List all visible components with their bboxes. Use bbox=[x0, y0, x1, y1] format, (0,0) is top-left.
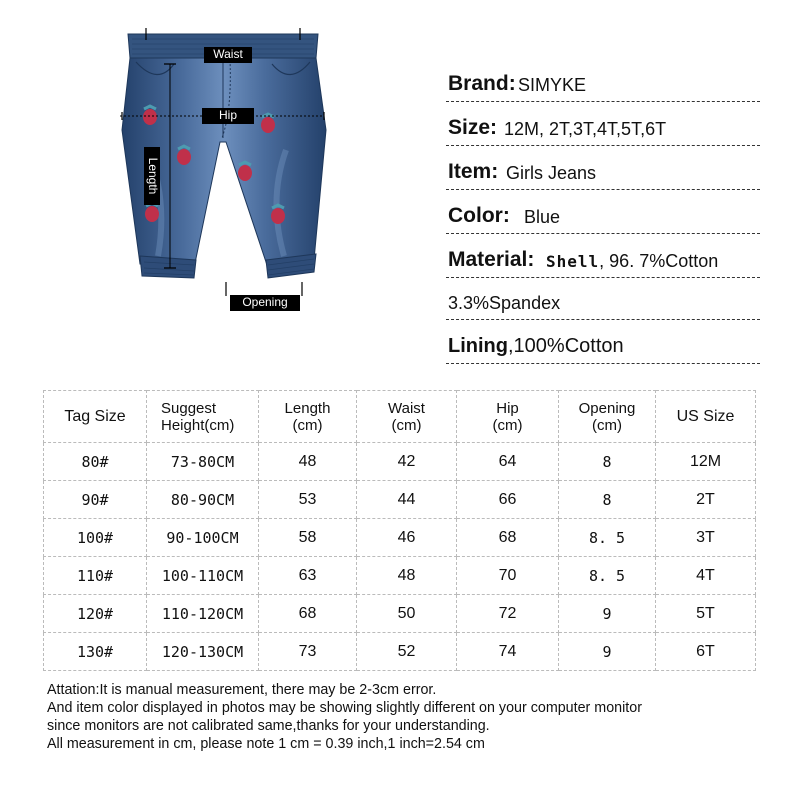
opening-label: Opening bbox=[230, 295, 300, 311]
cell-hip: 74 bbox=[457, 633, 559, 671]
spec-lining-text: Lining,100%Cotton bbox=[448, 335, 624, 357]
cell-opening: 9 bbox=[559, 595, 656, 633]
cell-length: 48 bbox=[259, 443, 357, 481]
table-row bbox=[44, 633, 756, 671]
spec-lining bbox=[446, 320, 760, 364]
cell-hip: 64 bbox=[457, 443, 559, 481]
product-image bbox=[118, 20, 328, 320]
spec-size-value: 12M, 2T,3T,4T,5T,6T bbox=[504, 119, 667, 139]
cell-tag-size: 100# bbox=[44, 519, 147, 557]
table-row bbox=[44, 519, 756, 557]
spec-brand-key: Brand: bbox=[448, 72, 516, 95]
cell-us-size: 2T bbox=[656, 481, 756, 519]
cell-tag-size: 90# bbox=[44, 481, 147, 519]
table-row bbox=[44, 481, 756, 519]
size-chart-table bbox=[43, 390, 756, 671]
note-line: All measurement in cm, please note 1 cm = 0.39 inch,1 inch=2.54 cm bbox=[47, 736, 485, 752]
cell-hip: 72 bbox=[457, 595, 559, 633]
cell-height: 120-130CM bbox=[147, 633, 259, 671]
cell-height: 110-120CM bbox=[147, 595, 259, 633]
cell-us-size: 4T bbox=[656, 557, 756, 595]
waist-label: Waist bbox=[204, 47, 252, 63]
spec-size bbox=[446, 102, 760, 146]
spec-list bbox=[446, 58, 760, 364]
table-row bbox=[44, 595, 756, 633]
spec-material bbox=[446, 234, 760, 278]
header-suggest-height: Suggest Height(cm) bbox=[147, 391, 259, 443]
cell-length: 58 bbox=[259, 519, 357, 557]
cell-hip: 66 bbox=[457, 481, 559, 519]
header-tag-size: Tag Size bbox=[44, 391, 147, 443]
cell-height: 90-100CM bbox=[147, 519, 259, 557]
spec-item-value: Girls Jeans bbox=[506, 163, 597, 183]
spec-item bbox=[446, 146, 760, 190]
table-header-row bbox=[44, 391, 756, 443]
header-us-size: US Size bbox=[656, 391, 756, 443]
cell-opening: 9 bbox=[559, 633, 656, 671]
cell-length: 73 bbox=[259, 633, 357, 671]
spec-material-value: Shell, 96. 7%Cotton bbox=[546, 251, 719, 271]
note-line: Attation:It is manual measurement, there may be 2-3cm error. bbox=[47, 682, 437, 698]
table-row bbox=[44, 557, 756, 595]
cell-length: 63 bbox=[259, 557, 357, 595]
cell-us-size: 3T bbox=[656, 519, 756, 557]
cell-hip: 68 bbox=[457, 519, 559, 557]
cell-opening: 8. 5 bbox=[559, 519, 656, 557]
spec-brand bbox=[446, 58, 760, 102]
cell-us-size: 5T bbox=[656, 595, 756, 633]
cell-us-size: 6T bbox=[656, 633, 756, 671]
cell-waist: 46 bbox=[357, 519, 457, 557]
header-waist: Waist (cm) bbox=[357, 391, 457, 443]
header-hip: Hip (cm) bbox=[457, 391, 559, 443]
spec-color-key: Color: bbox=[448, 204, 510, 227]
spec-color-value: Blue bbox=[524, 207, 561, 227]
cell-length: 68 bbox=[259, 595, 357, 633]
spec-spandex-value: 3.3%Spandex bbox=[448, 293, 561, 313]
cell-tag-size: 120# bbox=[44, 595, 147, 633]
cell-height: 80-90CM bbox=[147, 481, 259, 519]
cell-tag-size: 80# bbox=[44, 443, 147, 481]
cell-us-size: 12M bbox=[656, 443, 756, 481]
spec-material-key: Material: bbox=[448, 248, 535, 271]
spec-item-key: Item: bbox=[448, 160, 499, 183]
table-row bbox=[44, 443, 756, 481]
cell-height: 100-110CM bbox=[147, 557, 259, 595]
note-line: since monitors are not calibrated same,thanks for your understanding. bbox=[47, 718, 490, 734]
measurement-notes bbox=[47, 681, 767, 753]
spec-color bbox=[446, 190, 760, 234]
cell-waist: 50 bbox=[357, 595, 457, 633]
cell-waist: 44 bbox=[357, 481, 457, 519]
length-label: Length bbox=[144, 147, 160, 205]
note-line: And item color displayed in photos may be showing slightly different on your computer monitor bbox=[47, 700, 642, 716]
spec-size-key: Size: bbox=[448, 116, 498, 139]
cell-waist: 52 bbox=[357, 633, 457, 671]
cell-waist: 48 bbox=[357, 557, 457, 595]
header-opening: Opening (cm) bbox=[559, 391, 656, 443]
cell-tag-size: 110# bbox=[44, 557, 147, 595]
spec-brand-value: SIMYKE bbox=[518, 75, 587, 95]
cell-opening: 8 bbox=[559, 443, 656, 481]
cell-hip: 70 bbox=[457, 557, 559, 595]
spec-spandex bbox=[446, 278, 760, 320]
header-length: Length (cm) bbox=[259, 391, 357, 443]
cell-length: 53 bbox=[259, 481, 357, 519]
cell-waist: 42 bbox=[357, 443, 457, 481]
hip-label: Hip bbox=[202, 108, 254, 124]
cell-opening: 8 bbox=[559, 481, 656, 519]
cell-opening: 8. 5 bbox=[559, 557, 656, 595]
cell-tag-size: 130# bbox=[44, 633, 147, 671]
cell-height: 73-80CM bbox=[147, 443, 259, 481]
